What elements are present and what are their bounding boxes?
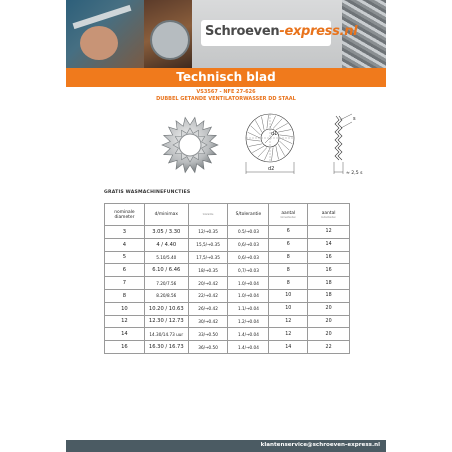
cell-s: 1.0/→0.04 <box>228 289 269 302</box>
cell-inner: 10 <box>269 302 308 315</box>
table-row <box>105 302 350 315</box>
cell-s: 1.4/→0.04 <box>228 341 269 354</box>
cell-inner: 8 <box>269 264 308 277</box>
tooth-line <box>270 116 276 128</box>
header-photo-hands-tools <box>66 0 144 68</box>
cell-outer: 18 <box>308 277 350 290</box>
cell-d: 6.10 / 6.46 <box>144 264 188 277</box>
header-s-tolerance: S/tolerantie <box>228 204 269 226</box>
cell-d: 14.30/14.73 uur <box>144 328 188 341</box>
header-d-minmax: d/minimax <box>144 204 188 226</box>
cell-nominal: 7 <box>105 277 145 290</box>
cell-outer: 20 <box>308 328 350 341</box>
dimensions-table <box>104 203 350 354</box>
cell-d: 8.20/8.56 <box>144 289 188 302</box>
datasheet-page <box>66 0 386 452</box>
label-d1: d1 <box>271 131 278 137</box>
header-outer-teeth: aantal buitentanden <box>308 204 350 226</box>
tooth-line <box>249 144 262 147</box>
tooth-line <box>262 117 265 130</box>
cell-outer: 22 <box>308 341 350 354</box>
cell-d: 16.30 / 16.73 <box>144 341 188 354</box>
title-band <box>66 68 386 87</box>
header-tolerance: tolerantie <box>188 204 228 226</box>
product-description: DUBBEL GETANDE VENTILATORWASSER DD STAAL <box>156 96 296 102</box>
tooth-line <box>252 146 264 153</box>
tooth-line <box>276 123 288 130</box>
cell-d: 12.30 / 12.73 <box>144 315 188 328</box>
tooth-line <box>280 135 293 137</box>
cell-inner: 6 <box>269 238 308 251</box>
logo-ext-text: -express.nl <box>279 24 358 39</box>
cell-s: 1.2/→0.04 <box>228 315 269 328</box>
header-photo-saw <box>144 0 192 68</box>
technical-drawing <box>232 108 382 188</box>
cell-tol: 12/→0.35 <box>188 226 228 239</box>
cell-nominal: 12 <box>105 315 145 328</box>
cell-nominal: 4 <box>105 238 145 251</box>
cell-outer: 14 <box>308 238 350 251</box>
tooth-line <box>264 148 270 160</box>
cell-nominal: 6 <box>105 264 145 277</box>
tooth-line <box>278 144 285 156</box>
cell-s: 0,6/→0.03 <box>228 251 269 264</box>
tooth-line <box>271 148 273 161</box>
cell-s: 0,6/→0.03 <box>228 238 269 251</box>
table-header-row <box>105 204 350 226</box>
section-label: GRATIS WASMACHINEFUNCTIES <box>104 190 191 195</box>
cell-nominal: 5 <box>105 251 145 264</box>
header-nominal-diameter: nominale diameter <box>105 204 145 226</box>
footer-bar <box>66 440 386 452</box>
header-banner <box>66 0 386 68</box>
cell-outer: 20 <box>308 302 350 315</box>
cell-nominal: 10 <box>105 302 145 315</box>
page-title: Technisch blad <box>176 70 276 84</box>
cell-tol: 26/→0.42 <box>188 302 228 315</box>
cell-nominal: 3 <box>105 226 145 239</box>
label-s: s <box>353 116 356 122</box>
cell-inner: 14 <box>269 341 308 354</box>
tooth-line <box>267 115 269 128</box>
hand-shape <box>80 26 118 60</box>
cell-tol: 22/→0.42 <box>188 289 228 302</box>
cell-inner: 8 <box>269 251 308 264</box>
cell-d: 7.20/7.56 <box>144 277 188 290</box>
cell-tol: 20/→0.42 <box>188 277 228 290</box>
cell-outer: 16 <box>308 251 350 264</box>
washer-photo <box>160 115 220 175</box>
table-row <box>105 251 350 264</box>
cell-s: 0.5/→0.03 <box>228 226 269 239</box>
cell-nominal: 16 <box>105 341 145 354</box>
cell-tol: 36/→0.50 <box>188 341 228 354</box>
washer-hole <box>179 134 201 156</box>
table-row <box>105 238 350 251</box>
logo-main-text: Schroeven <box>205 24 280 39</box>
cell-d: 5.10/5.40 <box>144 251 188 264</box>
table-row <box>105 277 350 290</box>
tooth-line <box>247 139 260 141</box>
table-row <box>105 289 350 302</box>
cell-inner: 6 <box>269 226 308 239</box>
cell-outer: 12 <box>308 226 350 239</box>
front-view <box>246 114 294 174</box>
footer-email-link[interactable]: klantenservice@schroeven-express.nl <box>260 442 380 448</box>
label-d2: d2 <box>268 166 275 172</box>
cell-tol: 18/→0.35 <box>188 264 228 277</box>
cell-inner: 12 <box>269 315 308 328</box>
cell-nominal: 8 <box>105 289 145 302</box>
cell-outer: 16 <box>308 264 350 277</box>
cell-s: 1.1/→0.04 <box>228 302 269 315</box>
cell-tol: 33/→0.50 <box>188 328 228 341</box>
saw-blade-icon <box>150 20 190 60</box>
cell-outer: 20 <box>308 315 350 328</box>
table-row <box>105 226 350 239</box>
cell-s: 0,7/→0.03 <box>228 264 269 277</box>
product-code: VS3567 - NFE 27-626 <box>196 89 256 95</box>
tooth-line <box>280 138 292 144</box>
cell-tol: 15,5/→0.35 <box>188 238 228 251</box>
cell-inner: 10 <box>269 289 308 302</box>
logo-text <box>205 24 357 39</box>
tooth-line <box>248 132 260 138</box>
cell-nominal: 14 <box>105 328 145 341</box>
cell-d: 3.05 / 3.30 <box>144 226 188 239</box>
brand-logo[interactable] <box>201 20 358 46</box>
tooth-line <box>278 130 291 133</box>
table-row <box>105 264 350 277</box>
cell-outer: 18 <box>308 289 350 302</box>
cell-tol: 30/→0.42 <box>188 315 228 328</box>
cell-d: 10.20 / 10.63 <box>144 302 188 315</box>
header-inner-teeth: aantal binnentanden <box>269 204 308 226</box>
cell-inner: 12 <box>269 328 308 341</box>
tooth-line <box>255 120 262 132</box>
table-row <box>105 341 350 354</box>
table-row <box>105 315 350 328</box>
cell-tol: 17,5/→0.35 <box>188 251 228 264</box>
tooth-line <box>276 146 279 159</box>
cell-inner: 8 <box>269 277 308 290</box>
cell-s: 1.4/→0.04 <box>228 328 269 341</box>
table-row <box>105 328 350 341</box>
side-view <box>334 114 363 176</box>
label-thickness: ≈ 2,5 s <box>346 171 363 176</box>
cell-s: 1.0/→0.04 <box>228 277 269 290</box>
cell-d: 4 / 4.40 <box>144 238 188 251</box>
